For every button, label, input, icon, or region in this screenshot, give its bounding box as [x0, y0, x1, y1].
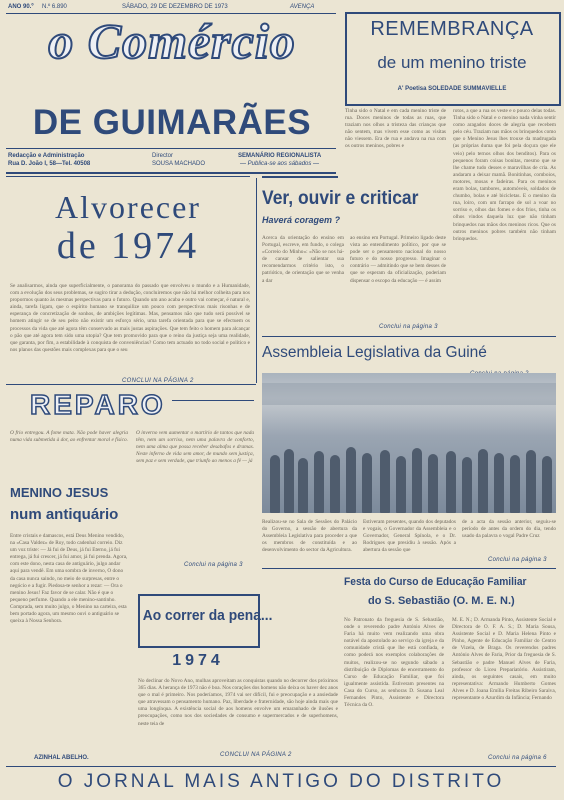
menino-title-1: MENINO JESUS [10, 485, 109, 500]
aocorrer-continue: CONCLUI NA PÁGINA 2 [220, 752, 292, 758]
remembranca-col2: rotos, a que a rua os veste e o pouco delas todas. Tinha sido o Natal e o menino nada vinha sentir como aragados doces de alegria que recebem pelo céu. Traziam nas mãos os brinquedos como que o Menino Jesus lhes trouxe da madrugada (as próprias duma que foi pela doçura que ele veio) pelo ternos olhos dos benditos). Para os pequenos foram coisas bonitas, mesmo que se lhe chame tudo desses e maravilhas de cria. As andaram a deixar mamã. Bonitinhas, comboios, motores, mosas e fadeiras. Para os meninos eram bolas, tambores, automóveis, soldados de chumbo, bolas e até bicicletas. E o menino da rua, loiro, com um farrapo de sol a voar no sorriso e, olhos das fomes e dos frios, tinha os olhos vindos daquela luz que não tinham brinquedos nas mãos dos meninos ricos. Que os outros meninos pobres também não tinham brinquedos. [453, 108, 556, 242]
reparo-col1: O frio entregou. A fome mata. Não pode haver alegria numa vida submetida à dor, ao enfrentar moral e físico. [10, 430, 128, 444]
director-label: Director [152, 153, 174, 159]
masthead-subtitle: DE GUIMARÃES [32, 103, 312, 142]
alvorecer-body: Se analisarmos, ainda que superficialmente, o panorama do passado que envolveu o mundo e a Humanidade, com a evolução dos seus problemas, se sugiro tirar a dedução, concluiremos que não há melhor colheita para nos propormos quanto às mesmas perspectivas para o futuro. Quando um ano acaba e outro vai começar, é natural e, ainda, tarefa ligam, que o espírito humano se tranquilize um pouco com perspectivas mais risonhas e de esperança de concretização de sonhos, de ambições legítimas. Mas, pensamos não que tudo será possível se homem atingir se de seu peito não existir um esforço sério, uma tarefa orientada para que se efectuem os processos da vida que até agora têm conservado as mais justas aspirações. Que tem feito o homem para alcançar o pão que até agora tem sido uma utopia? Que tem promovido para que o reino da justiça seja uma realidade, que garanta, por fim, a estabilidade à conquista de conveniências? Como tem actuado no todo social e político e nos planos das questões mais complexas para que o seu [10, 283, 250, 353]
remembranca-byline: A' Poetisa SOLEDADE SUMMAVIELLE [397, 86, 507, 92]
remembranca-title: REMEMBRANÇA [370, 18, 534, 40]
festa-title-2: do S. Sebastião (O. M. E. N.) [368, 595, 515, 607]
reparo-continue: Conclui na página 3 [184, 562, 243, 568]
ver-continue: Conclui na página 3 [379, 324, 438, 330]
aocorrer-title: Ao correr da pena... [142, 607, 273, 624]
assembleia-continue: Conclui na página 3 [488, 557, 547, 563]
director-name: SOUSA MACHADO [152, 161, 206, 167]
alvorecer-title-2: de 1974 [56, 225, 200, 267]
admin-label: Redacção e Administração [8, 153, 85, 159]
admin-address: Rua D. João I, 58—Tel. 40508 [8, 161, 91, 167]
reparo-title: REPARO [30, 389, 166, 420]
weekly-sub: — Publica-se aos sábados — [240, 161, 320, 167]
issue-number: N.º 6.890 [42, 4, 67, 10]
festa-col2: M. E. N.; D. Armanda Pinto, Assistente Social e Directora de O. F. A. S.; D. Maria Sousa, Assistente Social e D. Maria Helena Pinto e Pinho, Agente de Educação Familiar do Centro de Vizela, de Braga. Os reverendos padres António Alves de Faria, Prior da freguesia de S. Sebastião e padre Manuel Alves de Faria, professor do Liceu Prepariatório. Assistiram, ainda, os seguintes casais, em muito representativa: Armando Humberto Gomes Alves e D. Joana Emília Freitas Ribeiro Saraiva, representante o Azurdim da Infância; Fernando [452, 617, 556, 702]
alvorecer-continue: CONCLUI NA PÁGINA 2 [122, 378, 194, 384]
assembleia-caption-2: Estiveram presentes, quando dos deputados e vogais, o Governador da Assembleia e o Governador, General Spínola, e o Dr. Rodrigues que presidiu à sessão. Após a abertura da sessão que [363, 519, 456, 554]
menino-body: Entre cristais e damascos, está Deus Menino vendido, na «Casa Valdez» de Roy, todo cadenhal correio. Diz um voz triste: — Já fui de Deus, já fui Eterno, já fui entrega, já fui crescer, já fui amor, já fui prenda. Agora, com este dono, nesta casa de antiguário, julgo andar aqui para vendê. Em uma sombra de inverno, O dono da casa nunca saindo, no meio de surpresas, entre o negócio e a fugir. Piedosa-te senhor a rezar: — Ora o menino Jesus! Faz favor de se calar. Não é que o pequeno perfume. Quando a ele menino-santinho. Comprada, sem muito julgo, o Menino na carteira, esta bem portado agora, um mesmo ouvi o antiguário se queixa à Nossa Senhora. [10, 533, 128, 625]
assembleia-photo [262, 373, 556, 513]
festa-continue: Conclui na página 6 [488, 755, 547, 761]
reparo-col2: O inverno vem aumentar o martírio de tantos que nada têm, nem um sorriso, nem uma palavra de conforto, nem uma alma que possa receber desabafos e dramas. Neste inferno de vida sem amor, de mundo sem justiça, sem paz e sem verdade, que triunfo ao menos a fé — já [136, 430, 254, 465]
alvorecer-title-1: Alvorecer [55, 189, 201, 225]
menino-title-2: num antiquário [10, 506, 119, 523]
ver-title: Ver, ouvir e criticar [262, 188, 419, 209]
festa-title-1: Festa do Curso de Educação Familiar [344, 576, 527, 588]
remembranca-col1: Tinha sido o Natal e em cada menino triste de rua. Doces meninos de todas as ruas, que traziam nos olhos a tristeza das crianças que não sentem, mas vivem esse como as visitas não viessem. Era de rua e andava na rua com os outros meninos, pobres e [345, 108, 446, 150]
assembleia-title: Assembleia Legislativa da Guiné [262, 344, 487, 361]
menino-author: AZINHAL ABELHO. [34, 755, 89, 761]
assembleia-caption-3: de a acta da sessão anterior, seguiu-se período de antes da ordem do dia, tendo usado da palavra o vogal Padre Cruz [462, 519, 556, 540]
remembranca-subtitle: de um menino triste [377, 53, 527, 72]
issue-date: SÁBADO, 29 DE DEZEMBRO DE 1973 [122, 4, 228, 10]
ver-col2: ao ensino em Portugal. Primeiro ligado deste vista ao entendimento político, por que se pode ser o pensamento nacional do nosso futuro e do nosso progresso. Imaginar o contrário — admitindo que se bem desses de que se esperam da oficialização, poderiam dispensar o escopo da educação — é assim [350, 235, 446, 284]
weekly-label: SEMANÁRIO REGIONALISTA [238, 153, 322, 159]
masthead-title: o Comércio [48, 13, 296, 69]
festa-col1: No Patronato da freguesia de S. Sebastião, onde o reverendo padre António Alves de Faria há muito vem realizando uma obra notável da apostolado ao serviço da igreja e da comunidade cristã que lhe está confiada, e como poderá nos exemplos colaborações de muitos, realizou-se no segundo sábado a distribuição de Diplomas de encerramento do Curso de Educação Familiar, que foi igualmente assistida. Estiveram presentes na Casa do Curso, as senhoras D. Susana Leal Fernandes Pinto, Assistente e Directora Técnica da O. [344, 617, 444, 709]
assembleia-caption-1: Realizou-se no Sala de Sessões do Palácio do Governo, a sessão de abertura da Assembleia Legislativa para proceder a que os membros de constituída e ao desenvolvimento do sector da Agricultura. [262, 519, 357, 554]
aocorrer-year: 1974 [172, 652, 224, 669]
aocorrer-body: No declinar do Novo Ano, mulhas aproveitam as conquistas quando no decorrer dos próximos 365 dias. A herança de 1973 não é boa. Nos corações dos homens não deixa os haver dez anos que o mal é primeiro. Nos poderíamos, 1974 vai ser difícil, fui e preocupação e a ansiedade que atravessam o pensamento humano. Paz, liberdade e fraternidade, são hoje ainda mais que uma longínqua. A existência social de aos homens envolve um emaranhado de ilusões e preocupações, como nos dos sociedades de consumo e supermercados e de superhomens, neste teia de [138, 678, 338, 727]
issue-price: AVENÇA [290, 4, 315, 10]
issue-year: ANO 90.º [8, 4, 34, 10]
ver-col1: Acerca da orientação do ensino em Portugal, escreve, em fundo, o colega «Correio do Minho»: «Não se nos há-de cansar de salientar sua recomendarmos critério isto, o patriótico, de orientação que se venha a dar [262, 235, 344, 284]
footer-tagline: O JORNAL MAIS ANTIGO DO DISTRITO [57, 771, 505, 792]
ver-question: Haverá coragem ? [262, 215, 341, 225]
